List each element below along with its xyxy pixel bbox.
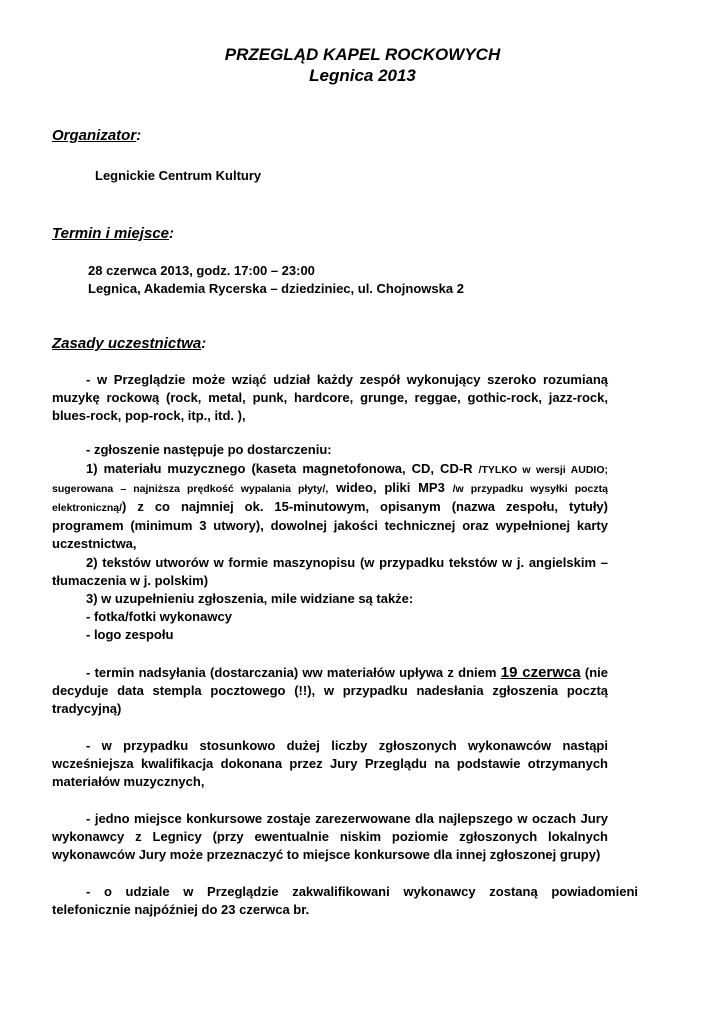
document-subtitle: Legnica 2013 bbox=[309, 66, 416, 85]
rules-deadline-date: 19 czerwca bbox=[500, 664, 581, 681]
rules-heading-colon: : bbox=[201, 335, 207, 352]
rules-item-1-part-d: AUDIO bbox=[570, 464, 605, 476]
organizer-name: Legnickie Centrum Kultury bbox=[95, 168, 262, 183]
rules-item-1-part-a: 1) materiału muzycznego (kaseta magnetofonowa, CD, CD-R bbox=[86, 461, 479, 476]
rules-qualification-paragraph bbox=[52, 737, 608, 791]
rules-item-1-part-g: /w przypadku wysyłki pocztą elektroniczną/ bbox=[52, 483, 608, 514]
rules-deadline-paragraph bbox=[52, 664, 608, 718]
term-heading-text: Termin i miejsce bbox=[52, 225, 169, 242]
rules-heading bbox=[52, 335, 206, 353]
rules-item-2-text: 2) tekstów utworów w formie maszynopisu (w przypadku tekstów w j. angielskim – tłumaczenia w j. polskim) bbox=[52, 555, 608, 588]
rules-reserved-spot-text: - jedno miejsce konkursowe zostaje zarezerwowane dla najlepszego w oczach Jury wykonawcy z Legnicy (przy ewentualnie niskim poziomie zgłoszonych lokalnych wykonawców Jury może przeznaczyć to miejsce konkursowe dla innej zgłoszonej grupy) bbox=[52, 811, 608, 862]
term-heading bbox=[52, 225, 174, 243]
rules-deadline-text-a: - termin nadsyłania (dostarczania) ww materiałów upływa z dniem bbox=[86, 665, 501, 680]
rules-item-1 bbox=[52, 460, 608, 553]
rules-deadline-text-b: (nie decyduje data stempla pocztowego (!!), w przypadku nadesłania zgłoszenia pocztą tradycyjną) bbox=[52, 665, 608, 716]
rules-item-1-part-c: w wersji bbox=[517, 464, 571, 476]
organizer-heading-colon: : bbox=[136, 127, 142, 144]
rules-item-3: 3) w uzupełnieniu zgłoszenia, mile widziane są także: bbox=[86, 591, 414, 606]
term-heading-colon: : bbox=[169, 225, 174, 242]
rules-item-1-part-f: wideo, pliki MP3 bbox=[328, 480, 453, 495]
rules-item-2 bbox=[52, 554, 608, 590]
organizer-heading-text: Organizator bbox=[52, 127, 137, 144]
event-place: Legnica, Akademia Rycerska – dziedziniec, ul. Chojnowska 2 bbox=[88, 281, 464, 296]
rules-eligibility-paragraph bbox=[52, 371, 608, 425]
organizer-heading bbox=[52, 127, 141, 145]
event-date: 28 czerwca 2013, godz. 17:00 – 23:00 bbox=[88, 263, 315, 278]
rules-item-3-logo: - logo zespołu bbox=[86, 627, 174, 642]
rules-submission-intro: - zgłoszenie następuje po dostarczeniu: bbox=[86, 442, 332, 457]
rules-reserved-spot-paragraph bbox=[52, 810, 608, 864]
rules-item-1-part-h: ) z co najmniej ok. 15-minutowym, opisanym (nazwa zespołu, tytuły) programem (minimum 3 utwory), dowolnej jakości technicznej oraz wypełnionej karty uczestnictwa, bbox=[52, 499, 608, 551]
document-title: PRZEGLĄD KAPEL ROCKOWYCH bbox=[224, 45, 501, 64]
rules-item-1-part-b: /TYLKO bbox=[478, 464, 518, 476]
rules-notification-paragraph bbox=[52, 883, 638, 919]
rules-eligibility-text: - w Przeglądzie może wziąć udział każdy zespół wykonujący szeroko rozumianą muzykę rockową (rock, metal, punk, hardcore, grunge, reggae, gothic-rock, jazz-rock, blues-rock, pop-rock, itp., itd. ), bbox=[52, 372, 608, 423]
rules-item-3-photo: - fotka/fotki wykonawcy bbox=[86, 609, 232, 624]
rules-heading-text: Zasady uczestnictwa bbox=[52, 335, 202, 352]
rules-notification-text: - o udziale w Przeglądzie zakwalifikowani wykonawcy zostaną powiadomieni telefonicznie najpóźniej do 23 czerwca br. bbox=[52, 884, 638, 917]
rules-item-1-part-e: ; sugerowana – najniższa prędkość wypalania płyty/, bbox=[52, 464, 609, 495]
rules-qualification-text: - w przypadku stosunkowo dużej liczby zgłoszonych wykonawców nastąpi wcześniejsza kwalifikacja dokonana przez Jury Przeglądu na podstawie otrzymanych materiałów muzycznych, bbox=[52, 738, 608, 789]
